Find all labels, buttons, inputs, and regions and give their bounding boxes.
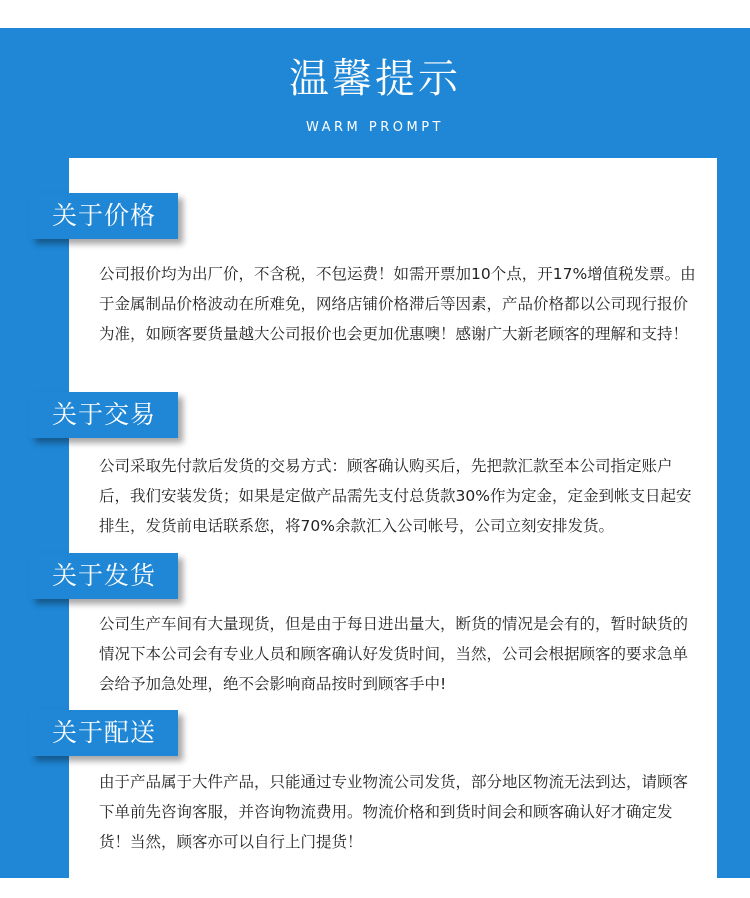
section-text-delivery: 由于产品属于大件产品，只能通过专业物流公司发货，部分地区物流无法到达，请顾客下单前先咨询客服，并咨询物流费用。物流价格和到货时间会和顾客确认好才确定发货！当然，顾客亦可以自行上门提货！ — [99, 773, 689, 851]
section-heading-trade: 关于交易 — [30, 392, 178, 438]
section-heading-delivery: 关于配送 — [30, 710, 178, 756]
section-heading-shipping: 关于发货 — [30, 553, 178, 599]
section-text-price: 公司报价均为出厂价，不含税，不包运费！如需开票加10个点，开17%增值税发票。由于金属制品价格波动在所难免，网络店铺价格滞后等因素，产品价格都以公司现行报价为准，如顾客要货量越大公司报价也会更加优惠噢！感谢广大新老顾客的理解和支持！ — [99, 265, 696, 343]
section-text-trade: 公司采取先付款后发货的交易方式：顾客确认购买后，先把款汇款至本公司指定账户后，我们安装发货；如果是定做产品需先支付总货款30%作为定金，定金到帐支日起安排生，发货前电话联系您，将70%余款汇入公司帐号，公司立刻安排发货。 — [99, 457, 692, 535]
section-text-shipping: 公司生产车间有大量现货，但是由于每日进出量大，断货的情况是会有的，暂时缺货的情况下本公司会有专业人员和顾客确认好发货时间，当然，公司会根据顾客的要求急单会给予加急处理，绝不会影响商品按时到顾客手中! — [99, 615, 689, 693]
page-subtitle: WARM PROMPT — [305, 120, 445, 135]
page-title: 温馨提示 — [289, 56, 461, 102]
section-heading-price: 关于价格 — [30, 193, 178, 239]
